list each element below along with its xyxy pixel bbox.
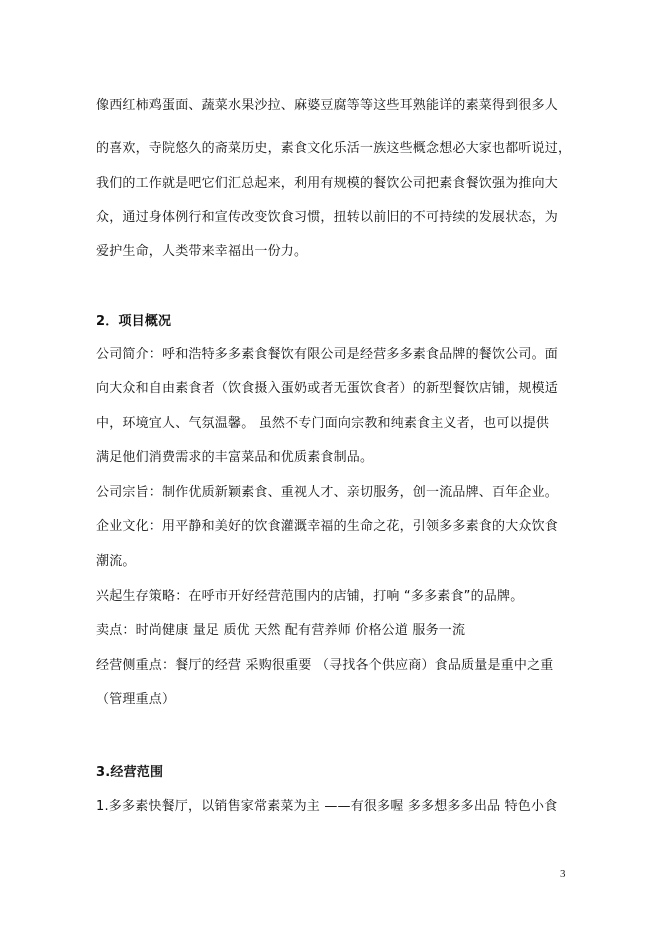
business-focus-line: 经营侧重点：餐厅的经营 采购很重要 （寻找各个供应商）食品质量是重中之重 xyxy=(96,658,554,673)
paragraph-line: 的喜欢，寺院悠久的斋菜历史，素食文化乐活一族这些概念想必大家也都听说过， xyxy=(96,141,572,156)
corporate-culture-line: 潮流。 xyxy=(96,554,136,569)
corporate-culture-line: 企业文化：用平静和美好的饮食灌溉幸福的生命之花，引领多多素食的大众饮食 xyxy=(96,519,559,534)
section-heading: 2．项目概况 xyxy=(96,314,172,329)
paragraph-line: 像西红柿鸡蛋面、蔬菜水果沙拉、麻婆豆腐等等这些耳熟能详的素菜得到很多人 xyxy=(96,98,559,113)
paragraph-line: 爱护生命，人类带来幸福出一份力。 xyxy=(96,244,308,259)
company-intro-line: 向大众和自由素食者（饮食摄入蛋奶或者无蛋饮食者）的新型餐饮店铺，规模适 xyxy=(96,381,559,396)
paragraph-line: 我们的工作就是吧它们汇总起来，利用有规模的餐饮公司把素食餐饮强为推向大 xyxy=(96,176,559,191)
strategy-line: 兴起生存策略：在呼市开好经营范围内的店铺，打响 “多多素食”的品牌。 xyxy=(96,589,524,604)
company-purpose: 公司宗旨：制作优质新颖素食、重视人才、亲切服务，创一流品牌、百年企业。 xyxy=(96,485,559,500)
business-scope-item: 1.多多素快餐厅，以销售家常素菜为主 ——有很多喔 多多想多多出品 特色小食 xyxy=(96,799,558,814)
page-number: 3 xyxy=(560,868,566,880)
paragraph-line: 众，通过身体例行和宣传改变饮食习惯，扭转以前旧的不可持续的发展状态，为 xyxy=(96,210,559,225)
company-intro-line: 公司简介：呼和浩特多多素食餐饮有限公司是经营多多素食品牌的餐饮公司。面 xyxy=(96,347,559,362)
selling-points-line: 卖点：时尚健康 量足 质优 天然 配有营养师 价格公道 服务一流 xyxy=(96,623,466,638)
company-intro-line: 满足他们消费需求的丰富菜品和优质素食制品。 xyxy=(96,450,374,465)
section-heading: 3.经营范围 xyxy=(96,765,164,780)
business-focus-line: （管理重点） xyxy=(96,692,176,707)
company-intro-line: 中，环境宜人、气氛温馨。 虽然不专门面向宗教和纯素食主义者，也可以提供 xyxy=(96,416,550,431)
